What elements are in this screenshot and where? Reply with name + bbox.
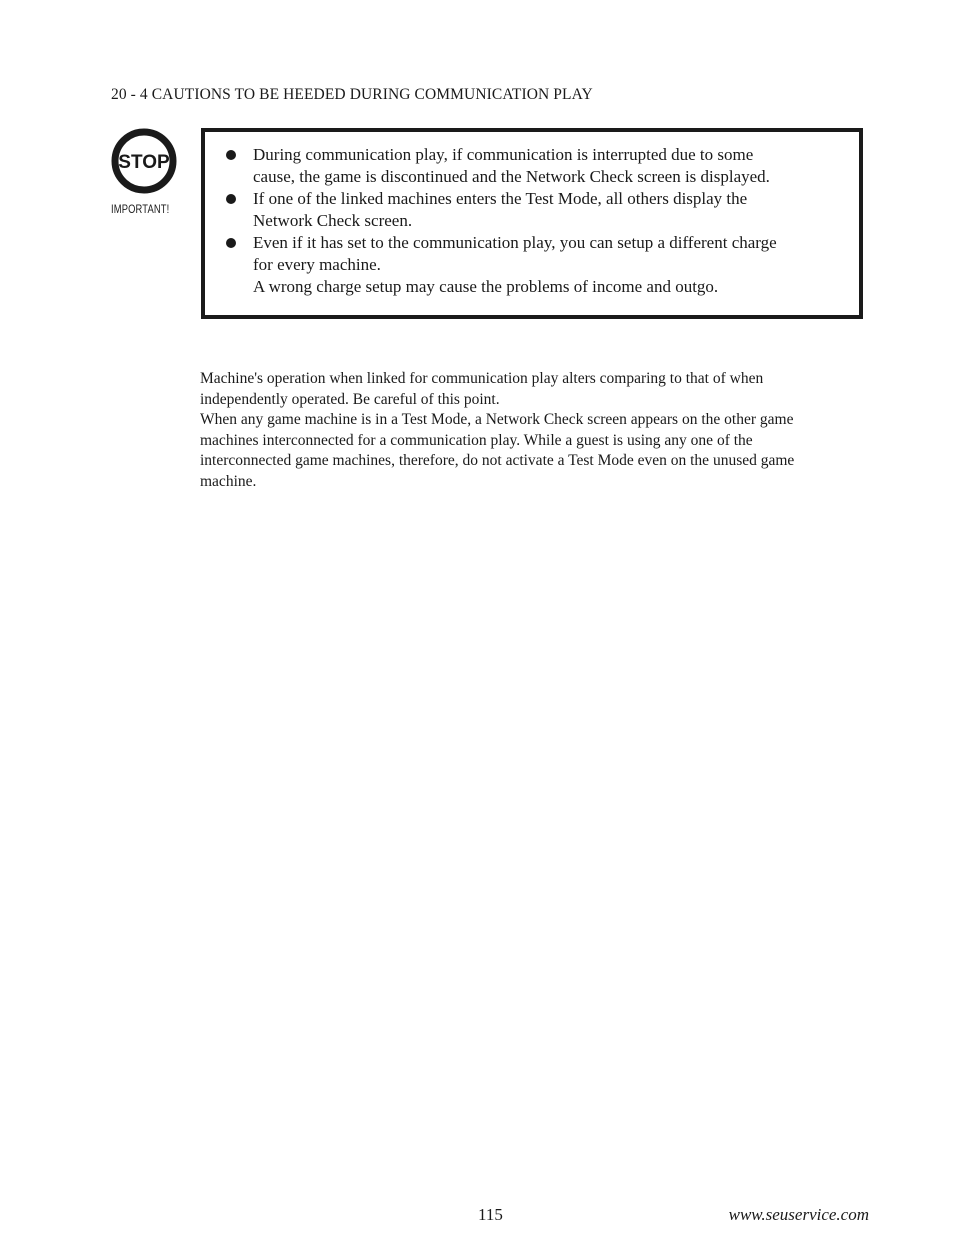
caution-line: Even if it has set to the communication play, you can setup a different charge bbox=[253, 233, 777, 252]
body-paragraph bbox=[200, 369, 862, 492]
body-line: machines interconnected for a communication play. While a guest is using any one of the bbox=[200, 431, 753, 449]
body-line: When any game machine is in a Test Mode, a Network Check screen appears on the other game bbox=[200, 411, 794, 428]
bullet-icon bbox=[226, 150, 236, 160]
page-number: 115 bbox=[478, 1205, 503, 1224]
caution-line: If one of the linked machines enters the Test Mode, all others display the bbox=[253, 189, 748, 208]
important-label: IMPORTANT! bbox=[111, 202, 170, 216]
caution-line: cause, the game is discontinued and the Network Check screen is displayed. bbox=[253, 167, 770, 186]
bullet-icon bbox=[226, 238, 236, 248]
caution-item bbox=[205, 188, 845, 232]
caution-item bbox=[205, 144, 845, 188]
caution-box bbox=[201, 128, 863, 319]
caution-line: for every machine. bbox=[253, 255, 381, 274]
bullet-icon bbox=[226, 194, 236, 204]
site-url: www.seuservice.com bbox=[728, 1205, 869, 1224]
caution-item bbox=[205, 232, 845, 298]
caution-line: Network Check screen. bbox=[253, 211, 413, 230]
body-line: Machine's operation when linked for communication play alters comparing to that of when bbox=[200, 370, 764, 387]
body-line: independently operated. Be careful of this point. bbox=[200, 390, 500, 408]
section-heading: 20 - 4 CAUTIONS TO BE HEEDED DURING COMMUNICATION PLAY bbox=[111, 86, 593, 103]
caution-line: During communication play, if communication is interrupted due to some bbox=[253, 145, 754, 164]
caution-line: A wrong charge setup may cause the problems of income and outgo. bbox=[253, 277, 719, 296]
stop-icon-text: STOP bbox=[118, 152, 170, 173]
stop-icon bbox=[111, 128, 177, 194]
caution-list bbox=[205, 144, 845, 298]
body-line: machine. bbox=[200, 472, 257, 490]
body-line: interconnected game machines, therefore, do not activate a Test Mode even on the unused game bbox=[200, 452, 795, 469]
